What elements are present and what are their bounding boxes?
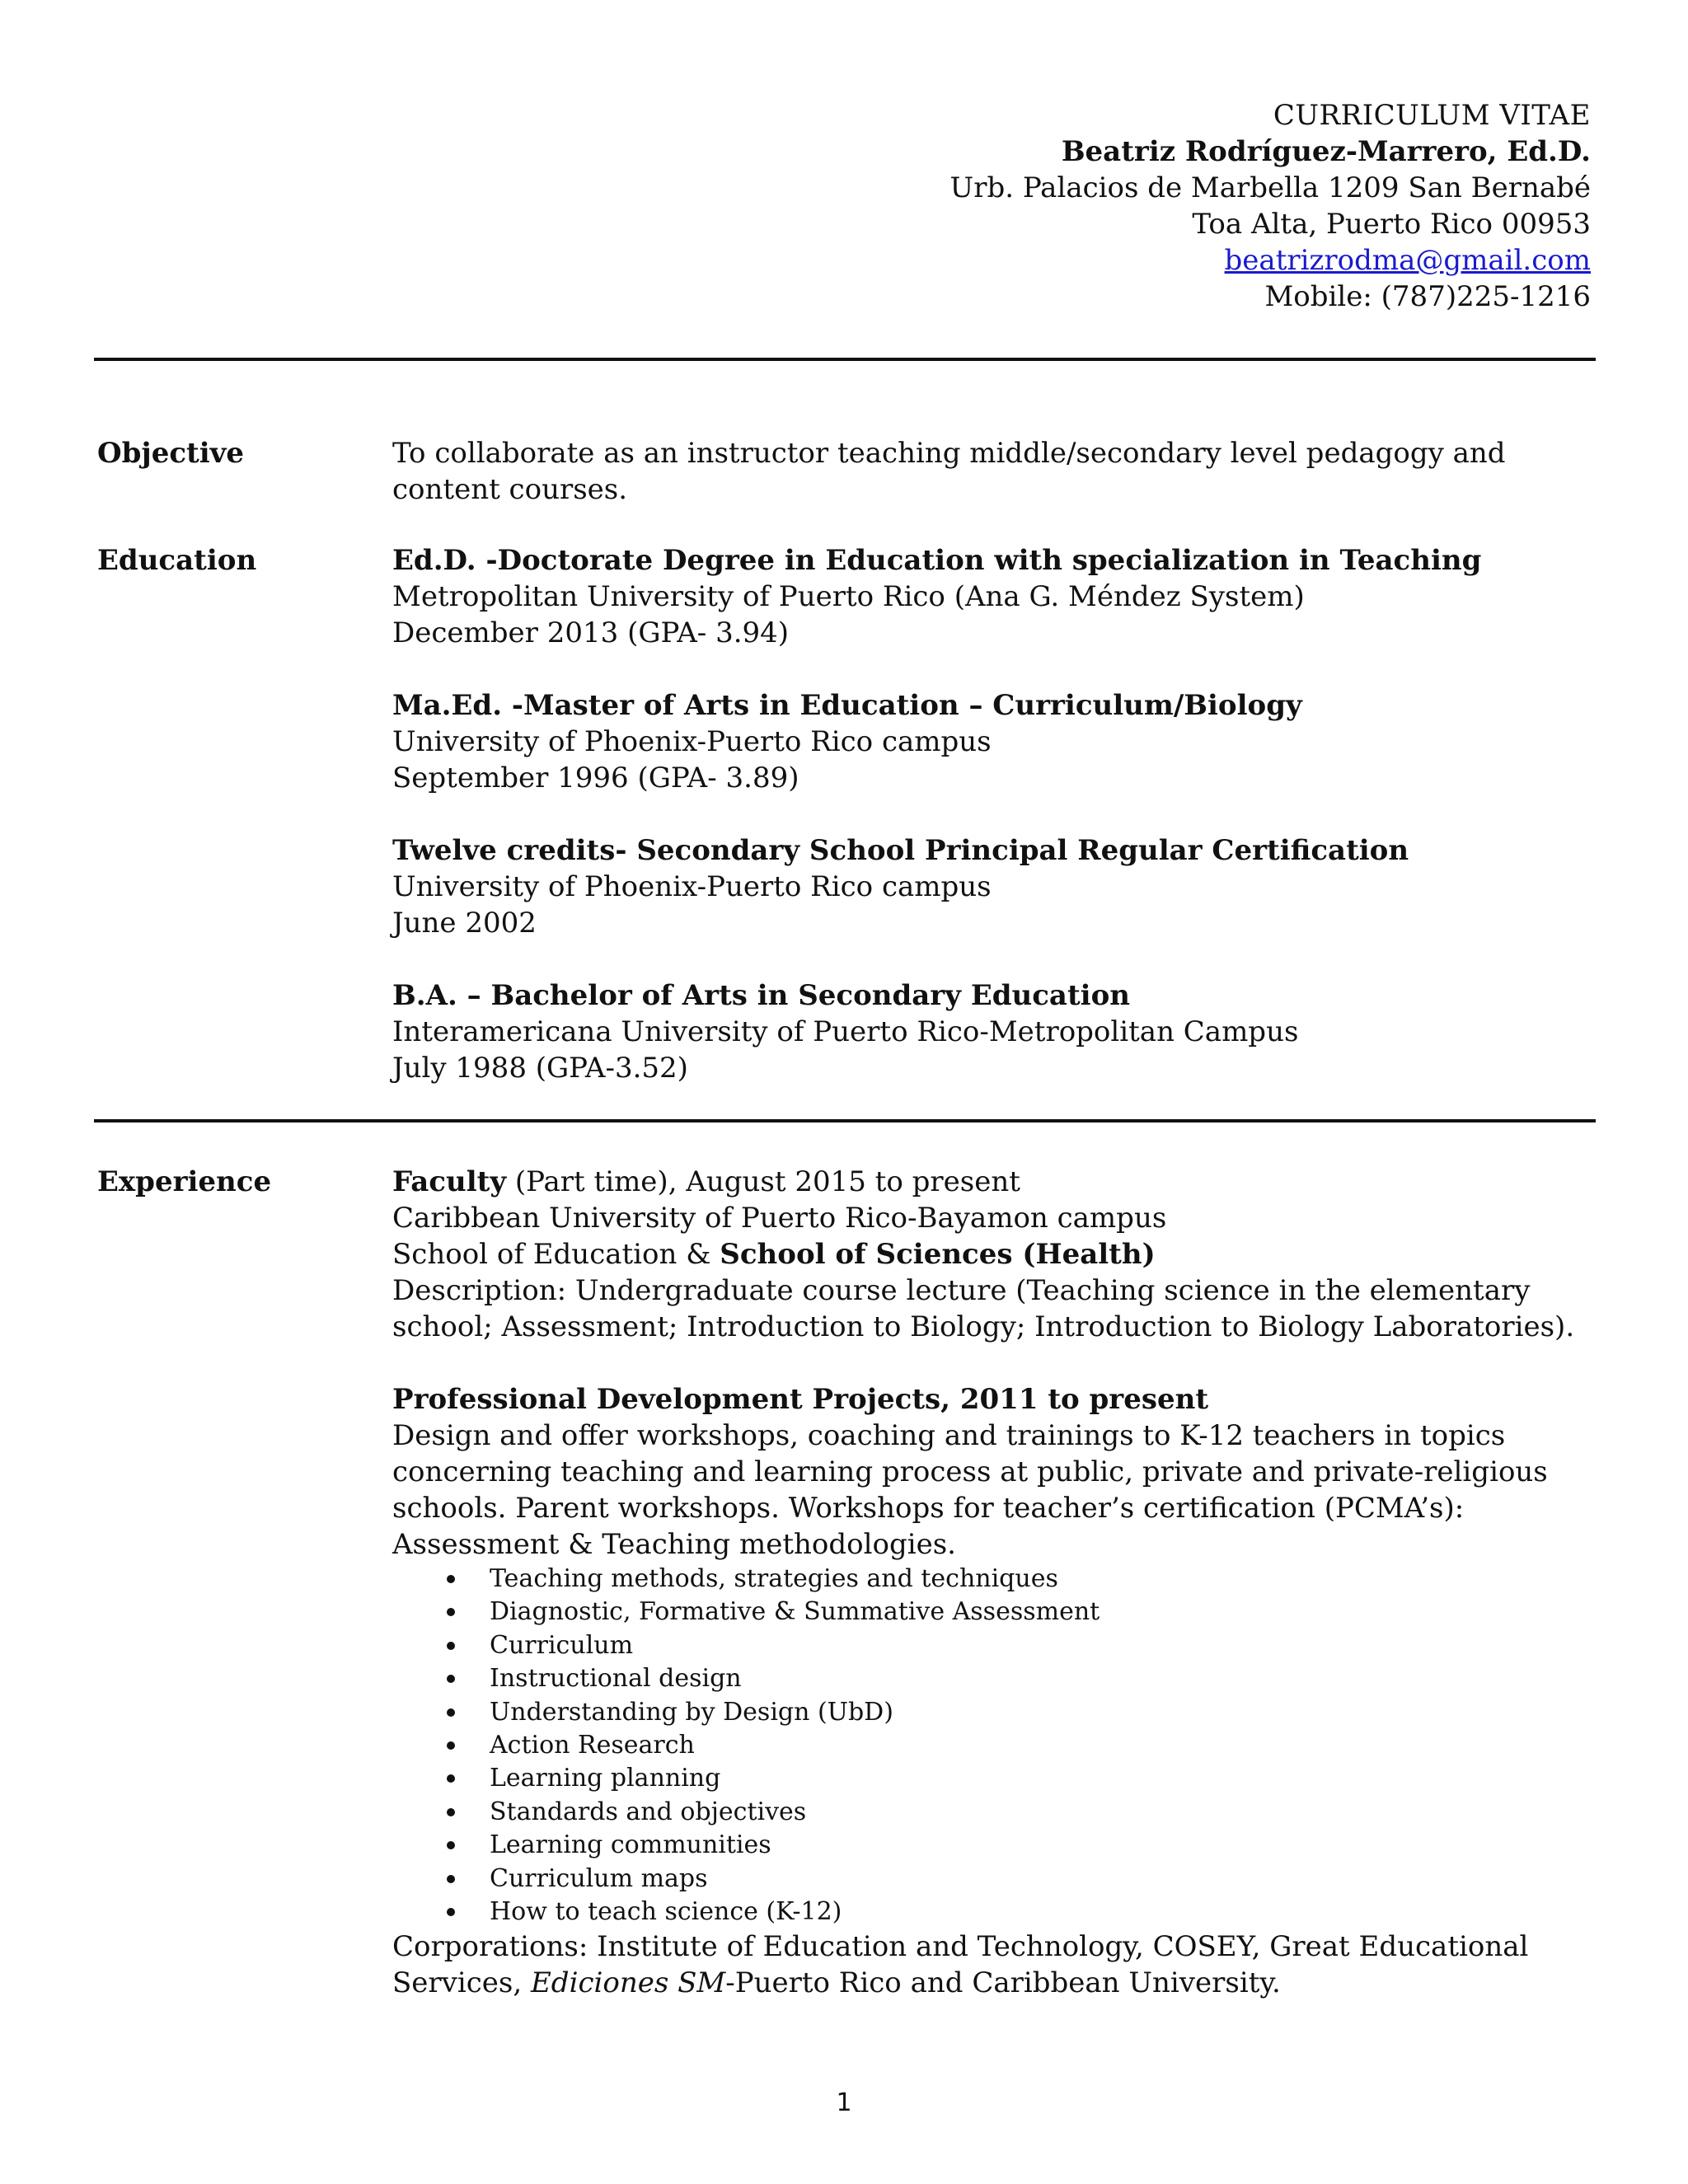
address-line-1: Urb. Palacios de Marbella 1209 San Bernabé bbox=[950, 171, 1591, 204]
list-item: Learning communities bbox=[392, 1829, 1604, 1862]
degree-date: July 1988 (GPA-3.52) bbox=[392, 1052, 688, 1085]
list-item: Curriculum bbox=[392, 1629, 1604, 1662]
faculty-school-sciences: School of Sciences (Health) bbox=[720, 1238, 1156, 1271]
experience-label: Experience bbox=[97, 1165, 272, 1198]
education-entry bbox=[392, 832, 1604, 941]
email-row bbox=[950, 242, 1591, 279]
candidate-name: Beatriz Rodríguez-Marrero, Ed.D. bbox=[1061, 135, 1591, 168]
education-entry bbox=[392, 977, 1604, 1086]
list-item: Learning planning bbox=[392, 1762, 1604, 1795]
list-item: Curriculum maps bbox=[392, 1863, 1604, 1896]
document-title: CURRICULUM VITAE bbox=[1273, 99, 1591, 132]
topics-list bbox=[392, 1563, 1604, 1929]
cv-header bbox=[950, 97, 1591, 315]
list-item: Action Research bbox=[392, 1729, 1604, 1762]
degree-institution: University of Phoenix-Puerto Rico campus bbox=[392, 725, 992, 758]
corporations-italic: Ediciones SM bbox=[530, 1966, 726, 2000]
list-item: Teaching methods, strategies and techniques bbox=[392, 1563, 1604, 1596]
mobile-phone: Mobile: (787)225-1216 bbox=[1264, 280, 1591, 313]
degree-date: June 2002 bbox=[392, 907, 537, 940]
list-item: Understanding by Design (UbD) bbox=[392, 1696, 1604, 1729]
experience-body bbox=[392, 1164, 1604, 2001]
projects-description: Design and offer workshops, coaching and trainings to K-12 teachers in topics concerning teaching and learning process at public, private and private-religious schools. Parent workshops. Workshops for teacher’s certification (PCMA’s): Assessment & Teaching methodologies. bbox=[392, 1419, 1548, 1561]
faculty-school-education: School of Education & bbox=[392, 1238, 720, 1271]
faculty-schools bbox=[392, 1236, 1604, 1272]
objective-label: Objective bbox=[97, 437, 245, 470]
corporations-prefix: Corporations: Institute of Education and Technology, COSEY, Great Educational Services, bbox=[392, 1930, 1529, 2000]
header-divider bbox=[94, 358, 1596, 361]
degree-institution: Interamericana University of Puerto Rico-Metropolitan Campus bbox=[392, 1015, 1299, 1048]
degree-date: December 2013 (GPA- 3.94) bbox=[392, 616, 790, 649]
email-link[interactable]: beatrizrodma@gmail.com bbox=[1224, 244, 1591, 277]
education-entry bbox=[392, 687, 1604, 796]
list-item: Standards and objectives bbox=[392, 1796, 1604, 1829]
degree-institution: University of Phoenix-Puerto Rico campus bbox=[392, 870, 992, 903]
projects-title: Professional Development Projects, 2011 to present bbox=[392, 1383, 1209, 1416]
faculty-entry bbox=[392, 1164, 1604, 1345]
degree-title: Ed.D. -Doctorate Degree in Education with specialization in Teaching bbox=[392, 544, 1482, 577]
objective-body bbox=[392, 435, 1604, 508]
faculty-institution: Caribbean University of Puerto Rico-Bayamon campus bbox=[392, 1202, 1167, 1235]
education-divider bbox=[94, 1119, 1596, 1122]
list-item: Diagnostic, Formative & Summative Assessment bbox=[392, 1596, 1604, 1629]
page-number: 1 bbox=[836, 2088, 852, 2117]
education-body bbox=[392, 542, 1604, 1086]
corporations-suffix: -Puerto Rico and Caribbean University. bbox=[725, 1966, 1281, 2000]
faculty-role: Faculty bbox=[392, 1165, 507, 1198]
list-item: How to teach science (K-12) bbox=[392, 1896, 1604, 1929]
degree-title: B.A. – Bachelor of Arts in Secondary Education bbox=[392, 979, 1130, 1012]
corporations-text bbox=[392, 1929, 1604, 2001]
projects-entry bbox=[392, 1381, 1604, 2001]
degree-institution: Metropolitan University of Puerto Rico (Ana G. Méndez System) bbox=[392, 580, 1305, 613]
education-label: Education bbox=[97, 544, 257, 577]
degree-title: Ma.Ed. -Master of Arts in Education – Curriculum/Biology bbox=[392, 689, 1302, 722]
list-item: Instructional design bbox=[392, 1662, 1604, 1695]
degree-date: September 1996 (GPA- 3.89) bbox=[392, 762, 799, 794]
objective-text: To collaborate as an instructor teaching middle/secondary level pedagogy and content courses. bbox=[392, 437, 1506, 506]
degree-title: Twelve credits- Secondary School Principal Regular Certification bbox=[392, 834, 1409, 867]
faculty-description: Description: Undergraduate course lecture (Teaching science in the elementary school; Assessment; Introduction to Biology; Introduction to Biology Laboratories). bbox=[392, 1274, 1575, 1343]
faculty-role-line bbox=[392, 1164, 1604, 1200]
faculty-role-detail: (Part time), August 2015 to present bbox=[506, 1165, 1020, 1198]
education-entry bbox=[392, 542, 1604, 651]
address-line-2: Toa Alta, Puerto Rico 00953 bbox=[1192, 208, 1591, 241]
